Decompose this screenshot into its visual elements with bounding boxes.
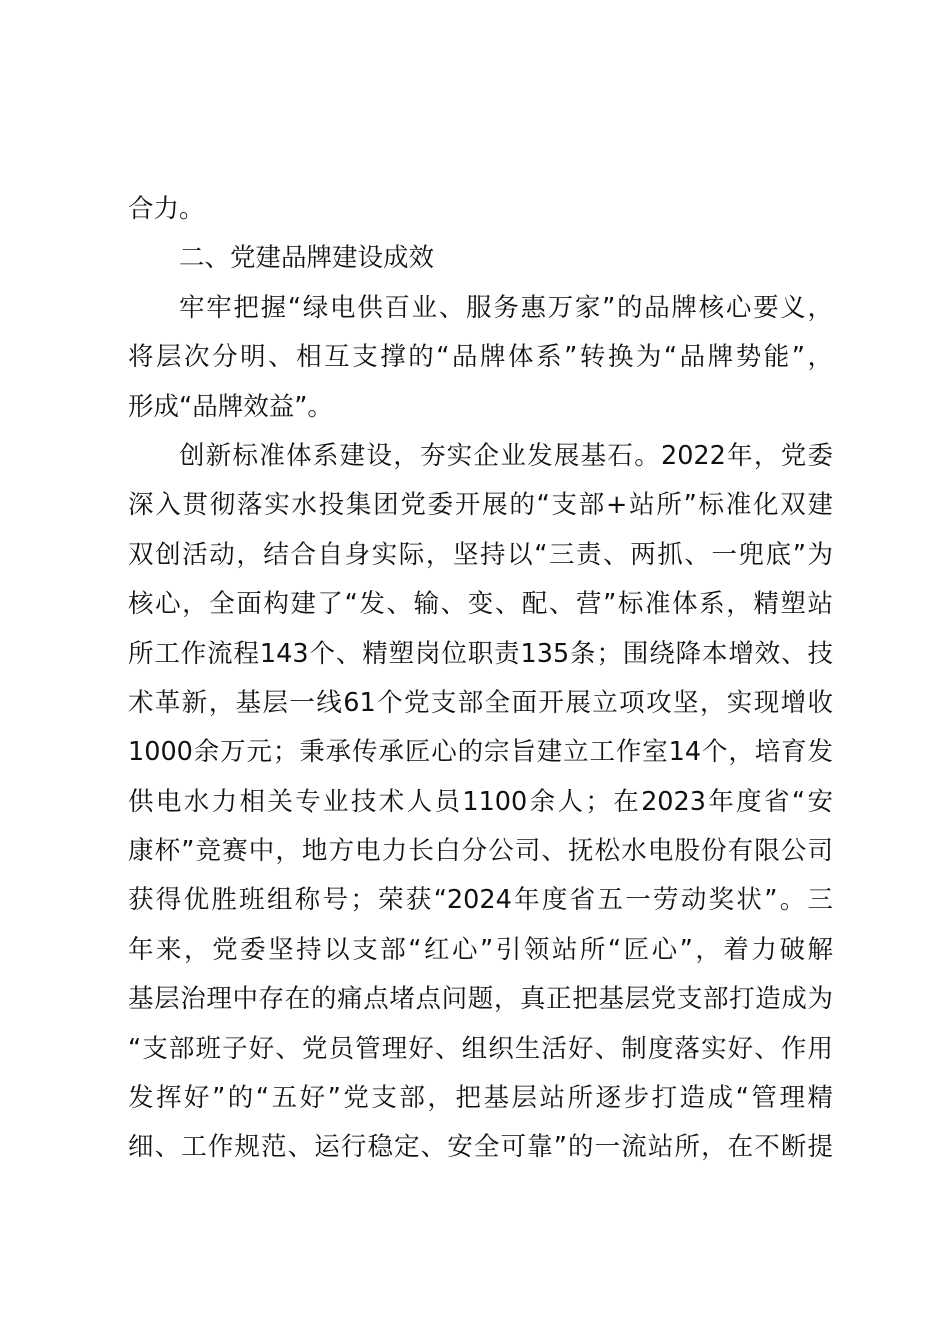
section-heading: 二、党建品牌建设成效 [179, 243, 435, 274]
paragraph-line: 基层治理中存在的痛点堵点问题，真正把基层党支部打造成为 [128, 984, 833, 1015]
paragraph-line: 牢牢把握“绿电供百业、服务惠万家”的品牌核心要义， [179, 292, 833, 323]
paragraph-line: 康杯”竞赛中，地方电力长白分公司、抚松水电股份有限公司 [128, 836, 833, 867]
document-body [128, 185, 833, 1173]
paragraph-line: 将层次分明、相互支撑的“品牌体系”转换为“品牌势能”， [128, 342, 833, 373]
paragraph-line: “支部班子好、党员管理好、组织生活好、制度落实好、作用 [128, 1033, 833, 1064]
paragraph-line: 核心，全面构建了“发、输、变、配、营”标准体系，精塑站 [128, 589, 833, 620]
paragraph-line: 合力。 [128, 194, 205, 224]
paragraph-line: 双创活动，结合自身实际，坚持以“三责、两抓、一兜底”为 [128, 539, 833, 570]
paragraph-line: 形成“品牌效益”。 [128, 391, 333, 422]
paragraph-line: 深入贯彻落实水投集团党委开展的“支部+站所”标准化双建 [128, 490, 833, 521]
paragraph-line: 创新标准体系建设，夯实企业发展基石。2022年，党委 [179, 440, 833, 471]
paragraph-line: 获得优胜班组称号；荣获“2024年度省五一劳动奖状”。三 [128, 885, 833, 916]
paragraph-line: 所工作流程143个、精塑岗位职责135条；围绕降本增效、技 [128, 638, 833, 669]
paragraph-line: 术革新，基层一线61个党支部全面开展立项攻坚，实现增收 [128, 687, 833, 718]
paragraph-line: 1000余万元；秉承传承匠心的宗旨建立工作室14个，培育发 [128, 737, 833, 768]
paragraph-line: 供电水力相关专业技术人员1100余人；在2023年度省“安 [128, 786, 833, 817]
paragraph-line: 年来，党委坚持以支部“红心”引领站所“匠心”，着力破解 [128, 934, 833, 965]
paragraph-line: 细、工作规范、运行稳定、安全可靠”的一流站所，在不断提 [128, 1132, 833, 1163]
paragraph-line: 发挥好”的“五好”党支部，把基层站所逐步打造成“管理精 [128, 1083, 833, 1114]
